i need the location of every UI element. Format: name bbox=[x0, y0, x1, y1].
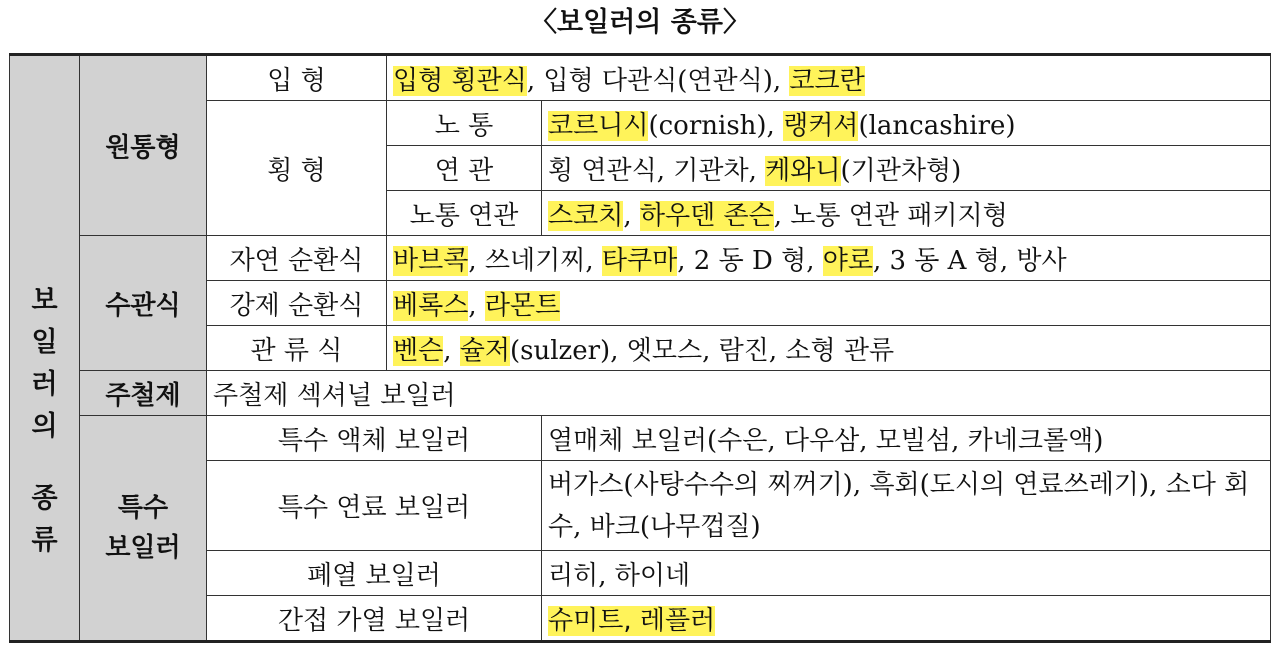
text-segment: (sulzer), 엣모스, 람진, 소형 관류 bbox=[510, 335, 895, 366]
highlight-item: 슈미트, 레플러 bbox=[548, 605, 716, 636]
highlight-item: 타쿠마 bbox=[601, 245, 678, 276]
examples-special-fuel: 버가스(사탕수수의 찌꺼기), 흑회(도시의 연료쓰레기), 소다 회수, 바크(나무껍질) bbox=[542, 461, 1271, 551]
vertical-char: 러 bbox=[31, 368, 58, 400]
examples-vertical bbox=[387, 55, 1271, 101]
page-title: 〈보일러의 종류〉 bbox=[530, 7, 750, 38]
category-water-tube: 수관식 bbox=[80, 236, 207, 371]
subtype-label: 연 관 bbox=[387, 146, 542, 191]
highlight-item: 케와니 bbox=[765, 155, 841, 186]
text-segment: (기관차형) bbox=[840, 155, 962, 186]
examples-furnace-smoke-tube bbox=[542, 191, 1271, 236]
table-row bbox=[10, 55, 1271, 101]
category-cast-iron: 주철제 bbox=[80, 371, 207, 416]
type-label-special-fuel: 특수 연료 보일러 bbox=[207, 461, 542, 551]
text-segment: , 쓰네기찌, bbox=[468, 245, 602, 276]
vertical-category-label bbox=[10, 55, 80, 642]
highlight-item: 야로 bbox=[822, 245, 873, 276]
category-round: 원통형 bbox=[80, 55, 207, 236]
vertical-char: 종 bbox=[31, 482, 58, 514]
text-segment: , bbox=[623, 200, 640, 231]
highlight-item: 입형 횡관식 bbox=[393, 65, 527, 96]
subtype-label: 노 통 bbox=[387, 101, 542, 146]
boiler-types-table bbox=[9, 53, 1271, 643]
vertical-char: 의 bbox=[31, 410, 58, 442]
type-label-once-through: 관 류 식 bbox=[207, 326, 387, 371]
text-segment: , bbox=[468, 290, 485, 321]
text-segment: , bbox=[443, 335, 460, 366]
category-special-line: 특수 bbox=[117, 493, 169, 523]
text-segment: (cornish), bbox=[648, 110, 784, 141]
category-special-line: 보일러 bbox=[105, 533, 181, 563]
examples-once-through bbox=[387, 326, 1271, 371]
highlight-item: 벤슨 bbox=[393, 335, 444, 366]
text-segment: (lancashire) bbox=[858, 110, 1016, 141]
table-row bbox=[10, 371, 1271, 416]
text-segment: , 노통 연관 패키지형 bbox=[773, 200, 1008, 231]
vertical-char: 류 bbox=[31, 524, 58, 556]
table-row bbox=[10, 236, 1271, 281]
vertical-gap bbox=[10, 448, 79, 478]
highlight-item: 코크란 bbox=[789, 65, 865, 96]
highlight-item: 바브콕 bbox=[393, 245, 469, 276]
text-segment: , 입형 다관식(연관식), bbox=[526, 65, 790, 96]
table-row bbox=[10, 416, 1271, 461]
vertical-char: 일 bbox=[31, 326, 58, 358]
category-special bbox=[80, 416, 207, 642]
highlight-item: 하우덴 존슨 bbox=[639, 200, 774, 231]
type-label-vertical: 입 형 bbox=[207, 55, 387, 101]
examples-waste-heat: 리히, 하이네 bbox=[542, 551, 1271, 596]
vertical-char: 보 bbox=[31, 284, 58, 316]
examples-indirect bbox=[542, 596, 1271, 642]
highlight-item: 랭커셔 bbox=[783, 110, 859, 141]
type-label-natural: 자연 순환식 bbox=[207, 236, 387, 281]
type-label-waste-heat: 폐열 보일러 bbox=[207, 551, 542, 596]
highlight-item: 라몬트 bbox=[484, 290, 561, 321]
text-segment: , 3 동 A 형, 방사 bbox=[872, 245, 1067, 276]
type-label-forced: 강제 순환식 bbox=[207, 281, 387, 326]
examples-forced bbox=[387, 281, 1271, 326]
examples-special-liquid: 열매체 보일러(수은, 다우삼, 모빌섬, 카네크롤액) bbox=[542, 416, 1271, 461]
examples-furnace bbox=[542, 101, 1271, 146]
highlight-item: 스코치 bbox=[548, 200, 624, 231]
subtype-label: 노통 연관 bbox=[387, 191, 542, 236]
text-segment: , 2 동 D 형, bbox=[677, 245, 823, 276]
type-label-indirect: 간접 가열 보일러 bbox=[207, 596, 542, 642]
highlight-item: 코르니시 bbox=[548, 110, 649, 141]
examples-natural bbox=[387, 236, 1271, 281]
examples-smoke-tube bbox=[542, 146, 1271, 191]
highlight-item: 베록스 bbox=[393, 290, 469, 321]
highlight-item: 슐저 bbox=[459, 335, 510, 366]
examples-cast-iron: 주철제 섹셔널 보일러 bbox=[207, 371, 1271, 416]
type-label-special-liquid: 특수 액체 보일러 bbox=[207, 416, 542, 461]
type-label-horizontal: 횡 형 bbox=[207, 101, 387, 236]
text-segment: 횡 연관식, 기관차, bbox=[548, 155, 766, 186]
